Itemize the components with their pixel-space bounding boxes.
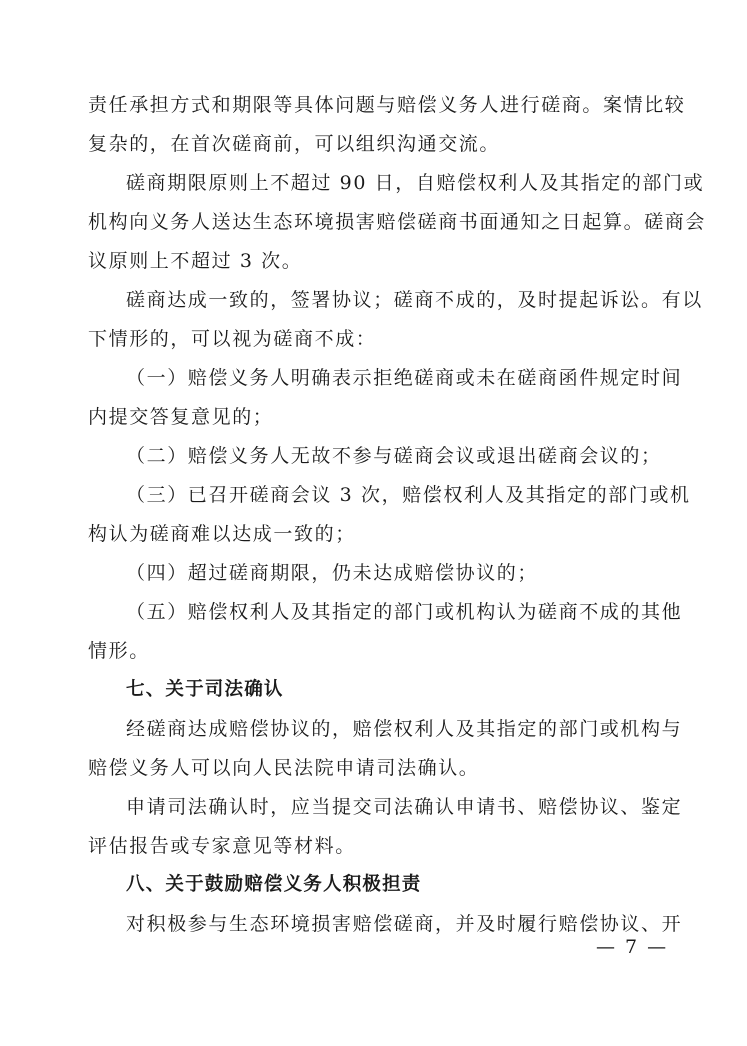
page-footer [596,934,686,960]
list-item-3: （三）已召开磋商会议 3 次，赔偿权利人及其指定的部门或机 [126,484,691,506]
paragraph-start-line: 申请司法确认时，应当提交司法确认申请书、赔偿协议、鉴定 [126,796,683,818]
paragraph-start-line: 经磋商达成赔偿协议的，赔偿权利人及其指定的部门或机构与 [126,718,683,740]
body-text-line: 责任承担方式和期限等具体问题与赔偿义务人进行磋商。案情比较 [88,94,686,116]
body-text-line: 构认为磋商难以达成一致的； [88,523,356,545]
body-text-line: 机构向义务人送达生态环境损害赔偿磋商书面通知之日起算。磋商会 [88,211,707,233]
page-number-dash-right: — [647,936,667,958]
list-item-4: （四）超过磋商期限，仍未达成赔偿协议的； [126,562,539,584]
body-text-line: 复杂的，在首次磋商前，可以组织沟通交流。 [88,133,501,155]
list-item-5: （五）赔偿权利人及其指定的部门或机构认为磋商不成的其他 [126,601,683,623]
page-number: 7 [625,936,638,958]
body-text-line: 评估报告或专家意见等材料。 [88,835,356,857]
paragraph-start-line: 对积极参与生态环境损害赔偿磋商，并及时履行赔偿协议、开 [126,913,683,935]
body-text-line: 情形。 [88,640,150,662]
section-heading-7: 七、关于司法确认 [126,679,284,700]
section-heading-8: 八、关于鼓励赔偿义务人积极担责 [126,874,422,895]
body-text-line: 内提交答复意见的； [88,406,274,428]
body-text-line: 议原则上不超过 3 次。 [88,250,303,272]
paragraph-start-line: 磋商期限原则上不超过 90 日，自赔偿权利人及其指定的部门或 [126,172,705,194]
body-text-line: 下情形的，可以视为磋商不成： [88,328,377,350]
list-item-2: （二）赔偿义务人无故不参与磋商会议或退出磋商会议的； [126,445,662,467]
list-item-1: （一）赔偿义务人明确表示拒绝磋商或未在磋商函件规定时间 [126,367,683,389]
body-text-line: 赔偿义务人可以向人民法院申请司法确认。 [88,757,480,779]
page-number-dash-left: — [596,936,615,958]
paragraph-start-line: 磋商达成一致的，签署协议；磋商不成的，及时提起诉讼。有以 [126,289,703,311]
